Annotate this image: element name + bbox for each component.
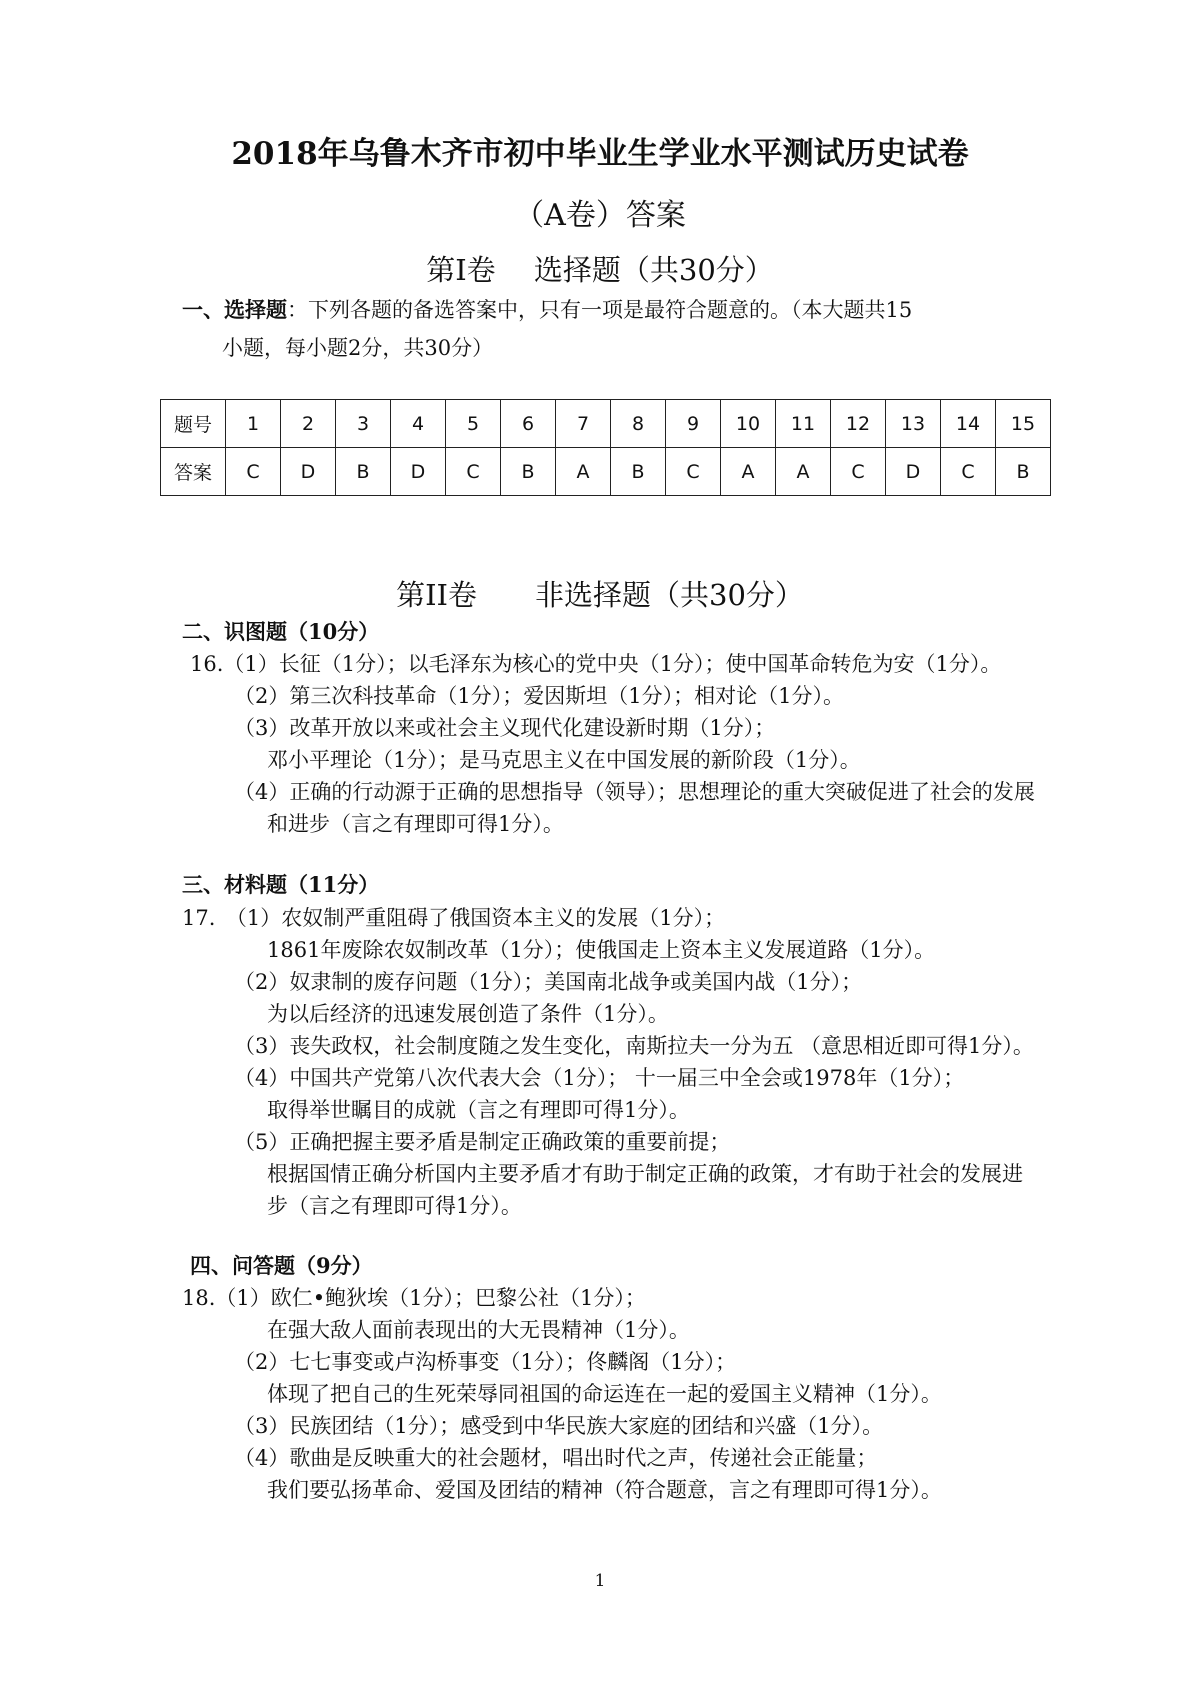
answer-table: [160, 399, 1051, 496]
answer-line: （4）正确的行动源于正确的思想指导（领导）；思想理论的重大突破促进了社会的发展: [234, 780, 1035, 804]
table-cell: 6: [501, 400, 556, 448]
document-title: 2018年乌鲁木齐市初中毕业生学业水平测试历史试卷: [231, 136, 969, 172]
answer-line: 为以后经济的迅速发展创造了条件（1分）。: [267, 1002, 669, 1026]
table-cell: 10: [721, 400, 776, 448]
table-cell: 9: [666, 400, 721, 448]
answer-line: 16.（1）长征（1分）；以毛泽东为核心的党中央（1分）；使中国革命转危为安（1分）。: [190, 652, 1002, 676]
table-header-number: 题号: [161, 400, 226, 448]
answer-line: （4）中国共产党第八次代表大会（1分）； 十一届三中全会或1978年（1分）；: [234, 1066, 965, 1090]
answer-line: 17. （1）农奴制严重阻碍了俄国资本主义的发展（1分）；: [182, 906, 726, 930]
answer-line: 体现了把自己的生死荣辱同祖国的命运连在一起的爱国主义精神（1分）。: [267, 1382, 942, 1406]
answer-line: 取得举世瞩目的成就（言之有理即可得1分）。: [267, 1098, 690, 1122]
answer-line: （2）奴隶制的废存问题（1分）；美国南北战争或美国内战（1分）；: [234, 970, 863, 994]
table-cell: 5: [446, 400, 501, 448]
answer-line: 我们要弘扬革命、爱国及团结的精神（符合题意，言之有理即可得1分）。: [267, 1478, 942, 1502]
answer-line: （2）七七事变或卢沟桥事变（1分）；佟麟阁（1分）；: [234, 1350, 737, 1374]
answer-line: 18.（1）欧仁•鲍狄埃（1分）；巴黎公社（1分）；: [182, 1286, 646, 1310]
table-header-answer: 答案: [161, 448, 226, 496]
table-cell: 11: [776, 400, 831, 448]
page-number: 1: [594, 1571, 606, 1591]
answer-line: 和进步（言之有理即可得1分）。: [267, 812, 564, 836]
table-cell: C: [941, 448, 996, 496]
answer-line: （3）民族团结（1分）；感受到中华民族大家庭的团结和兴盛（1分）。: [234, 1414, 884, 1438]
section1-text: ：下列各题的备选答案中，只有一项是最符合题意的。（本大题共15: [287, 298, 913, 322]
table-cell: 1: [226, 400, 281, 448]
table-cell: C: [666, 448, 721, 496]
table-cell: C: [831, 448, 886, 496]
section1-intro: [182, 296, 912, 324]
answer-line: （3）改革开放以来或社会主义现代化建设新时期（1分）；: [234, 716, 776, 740]
table-cell: D: [281, 448, 336, 496]
table-cell: B: [611, 448, 666, 496]
answer-line: 1861年废除农奴制改革（1分）；使俄国走上资本主义发展道路（1分）。: [267, 938, 936, 962]
part2-heading: 第II卷 非选择题（共30分）: [396, 578, 804, 612]
table-cell: C: [226, 448, 281, 496]
section3-heading: 三、材料题（11分）: [182, 872, 380, 897]
section1-intro-cont: 小题，每小题2分，共30分）: [222, 336, 494, 360]
answer-line: 在强大敌人面前表现出的大无畏精神（1分）。: [267, 1318, 690, 1342]
table-cell: B: [501, 448, 556, 496]
section1-label: 一、选择题: [182, 297, 287, 322]
section4-heading: 四、问答题（9分）: [190, 1253, 373, 1278]
table-cell: 7: [556, 400, 611, 448]
section2-heading: 二、识图题（10分）: [182, 619, 380, 644]
table-cell: D: [886, 448, 941, 496]
answer-line: （2）第三次科技革命（1分）；爱因斯坦（1分）；相对论（1分）。: [234, 684, 844, 708]
table-row-answers: [161, 448, 1051, 496]
answer-line: 步（言之有理即可得1分）。: [267, 1194, 522, 1218]
table-cell: A: [776, 448, 831, 496]
table-row-numbers: [161, 400, 1051, 448]
table-cell: 14: [941, 400, 996, 448]
table-cell: 2: [281, 400, 336, 448]
table-cell: B: [996, 448, 1051, 496]
table-cell: 4: [391, 400, 446, 448]
table-cell: 8: [611, 400, 666, 448]
table-cell: D: [391, 448, 446, 496]
answer-line: （4）歌曲是反映重大的社会题材，唱出时代之声，传递社会正能量；: [234, 1446, 878, 1470]
answer-line: 邓小平理论（1分）；是马克思主义在中国发展的新阶段（1分）。: [267, 748, 861, 772]
part1-heading: 第Ⅰ卷 选择题（共30分）: [426, 253, 774, 287]
table-cell: B: [336, 448, 391, 496]
answer-line: 根据国情正确分析国内主要矛盾才有助于制定正确的政策，才有助于社会的发展进: [267, 1162, 1023, 1186]
table-cell: 15: [996, 400, 1051, 448]
table-cell: 13: [886, 400, 941, 448]
table-cell: A: [556, 448, 611, 496]
document-subtitle: （A卷）答案: [514, 198, 686, 233]
table-cell: 3: [336, 400, 391, 448]
answer-line: （5）正确把握主要矛盾是制定正确政策的重要前提；: [234, 1130, 731, 1154]
table-cell: 12: [831, 400, 886, 448]
answer-line: （3）丧失政权，社会制度随之发生变化，南斯拉夫一分为五 （意思相近即可得1分）。: [234, 1034, 1034, 1058]
table-cell: C: [446, 448, 501, 496]
table-cell: A: [721, 448, 776, 496]
